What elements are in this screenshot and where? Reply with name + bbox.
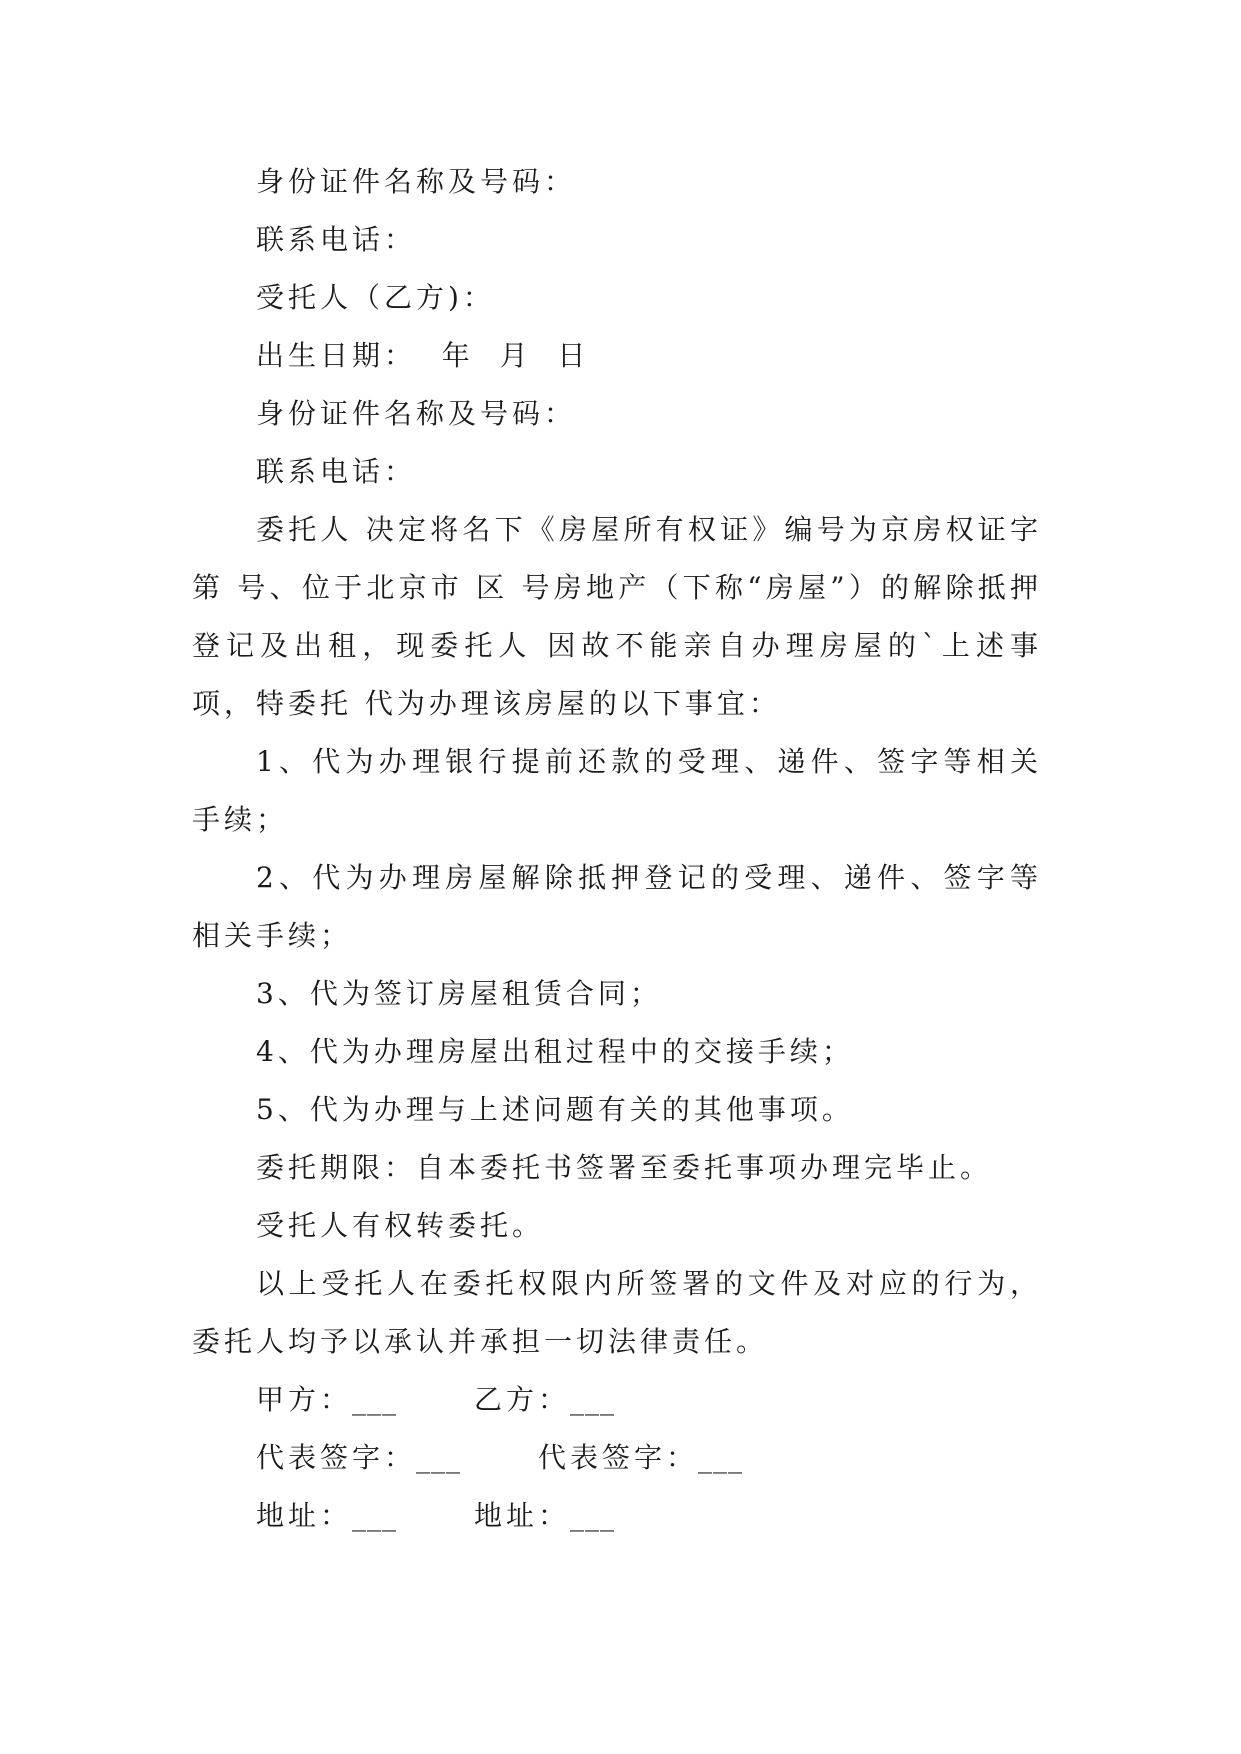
addr-b-field [474,1487,615,1545]
birth-date-line: 出生日期： 年 月 日 [256,339,590,372]
party-row [192,1371,1042,1429]
main-paragraph: 委托人 决定将名下《房屋所有权证》编号为京房权证字第 号、位于北京市 区 号房地产（下称“房屋”）的解除抵押登记及出租，现委托人 因故不能亲自办理房屋的`上述事项，特委托 代为办理该房屋的以下事宜： [192,513,1042,720]
representative-row [192,1429,1042,1487]
addr-a-blank: ___ [352,1499,398,1532]
list-item: 1、代为办理银行提前还款的受理、递件、签字等相关手续； [192,745,1042,836]
party-a-field [256,1371,474,1429]
term-paragraph: 委托期限：自本委托书签署至委托事项办理完毕止。 [256,1151,993,1184]
address-row [192,1487,1042,1545]
addr-b-blank: ___ [570,1499,616,1532]
rep-b-field [538,1429,743,1487]
rep-b-blank: ___ [698,1441,744,1474]
transfer-paragraph: 受托人有权转委托。 [256,1209,545,1242]
party-b-blank: ___ [570,1383,616,1416]
closing-paragraph: 以上受托人在委托权限内所签署的文件及对应的行为，委托人均予以承认并承担一切法律责任。 [192,1267,1042,1358]
party-a-blank: ___ [352,1383,398,1416]
agent-line: 受托人（乙方)： [256,281,495,314]
rep-a-field [256,1429,538,1487]
phone-line-principal: 联系电话： [256,223,417,256]
list-item: 4、代为办理房屋出租过程中的交接手续； [256,1035,854,1068]
rep-a-blank: ___ [416,1441,462,1474]
list-item: 5、代为办理与上述问题有关的其他事项。 [256,1093,854,1126]
id-name-line-principal: 身份证件名称及号码： [256,165,577,198]
addr-a-field [256,1487,474,1545]
addr-b-label: 地址： [474,1499,571,1532]
party-a-label: 甲方： [256,1383,353,1416]
party-b-label: 乙方： [474,1383,571,1416]
rep-a-label: 代表签字： [256,1441,417,1474]
id-name-line-agent: 身份证件名称及号码： [256,397,577,430]
list-item: 3、代为签订房屋租赁合同； [256,977,662,1010]
addr-a-label: 地址： [256,1499,353,1532]
list-item: 2、代为办理房屋解除抵押登记的受理、递件、签字等相关手续； [192,861,1042,952]
party-b-field [474,1371,615,1429]
document-body [192,153,1042,1545]
rep-b-label: 代表签字： [538,1441,699,1474]
phone-line-agent: 联系电话： [256,455,417,488]
